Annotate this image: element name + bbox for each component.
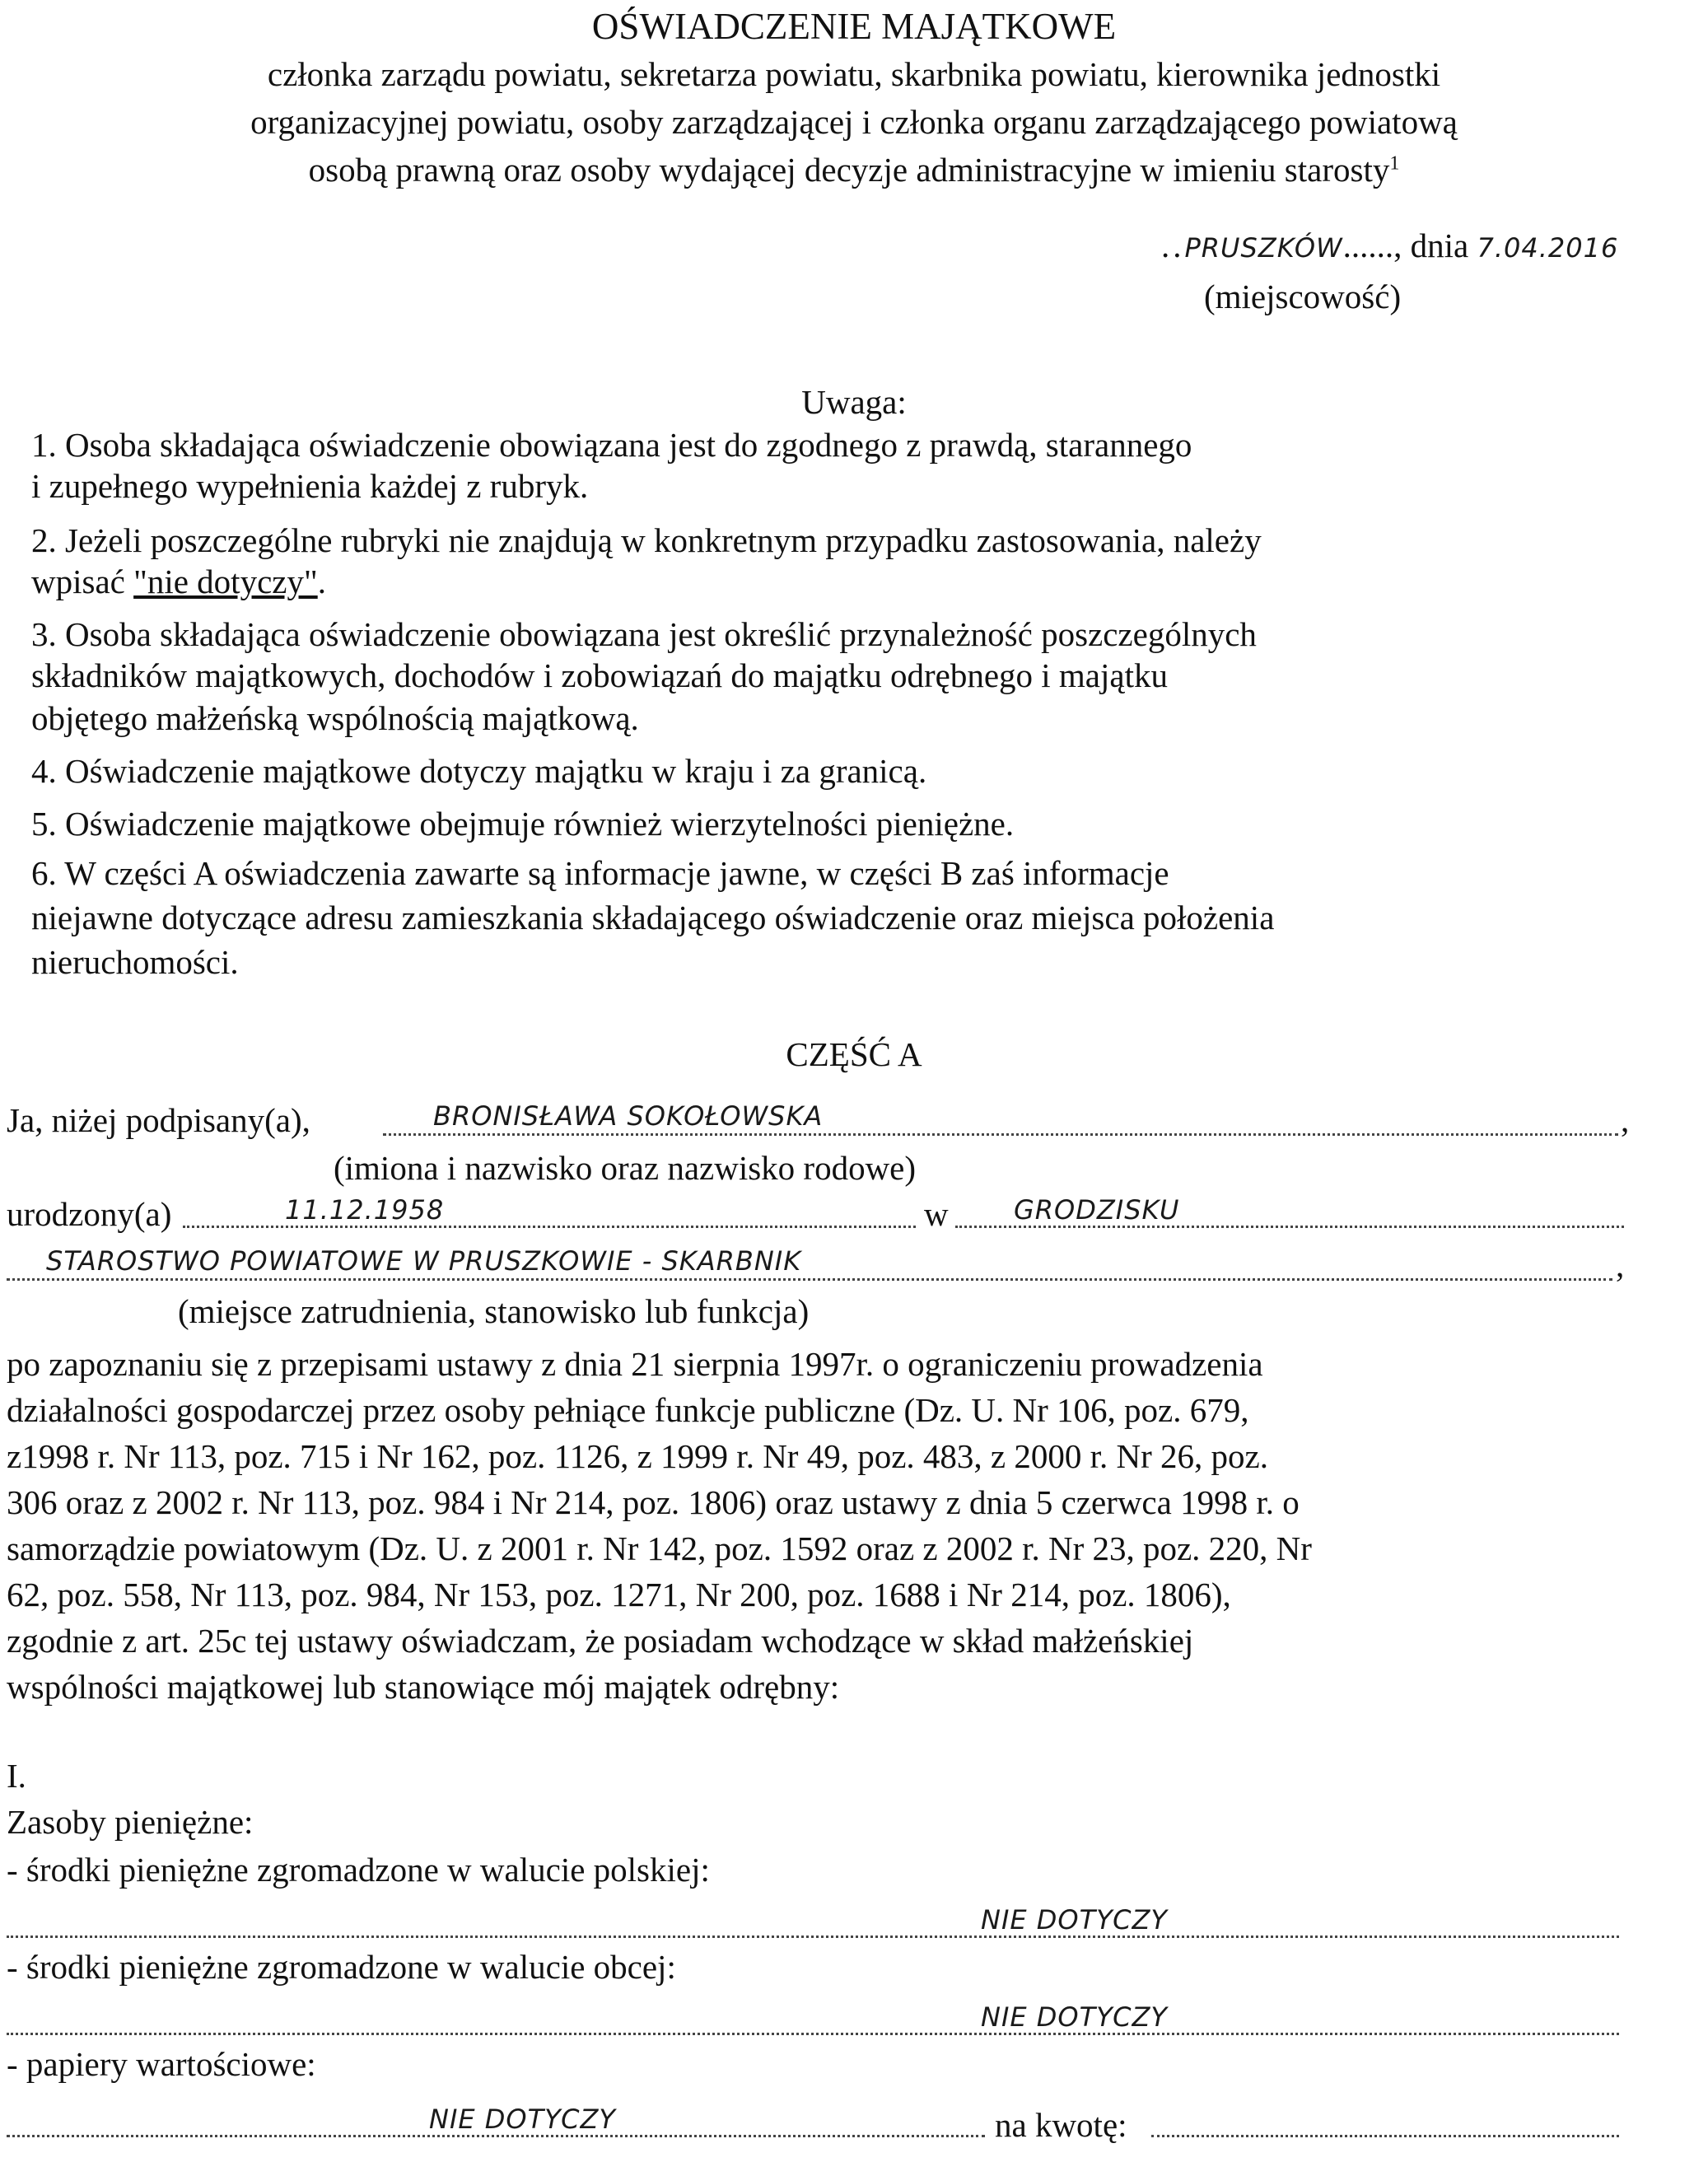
securities-value-handwritten: NIE DOTYCZY bbox=[424, 2104, 621, 2135]
subtitle-line-3: osobą prawną oraz osoby wydającej decyzje administracyjne w imieniu starosty bbox=[308, 151, 1390, 189]
note-line-1: 1. Osoba składająca oświadczenie obowiązana jest do zgodnego z prawdą, starannego bbox=[31, 426, 1192, 464]
legal-line-4: 306 oraz z 2002 r. Nr 113, poz. 984 i Nr 214, poz. 1806) oraz ustawy z dnia 5 czerwca 1998 r. o bbox=[7, 1483, 1300, 1521]
note-line-12: nieruchomości. bbox=[31, 943, 239, 981]
legal-line-2: działalności gospodarczej przez osoby pełniące funkcje publiczne (Dz. U. Nr 106, poz. 679, bbox=[7, 1391, 1249, 1429]
signer-name-handwritten: BRONISŁAWA SOKOŁOWSKA bbox=[428, 1100, 828, 1132]
legal-line-3: z1998 r. Nr 113, poz. 715 i Nr 162, poz. 1126, z 1999 r. Nr 49, poz. 483, z 2000 r. Nr 26, poz. bbox=[7, 1437, 1268, 1475]
legal-line-1: po zapoznaniu się z przepisami ustawy z dnia 21 sierpnia 1997r. o ograniczeniu prowadzenia bbox=[7, 1345, 1263, 1383]
born-in-label: w bbox=[921, 1198, 952, 1231]
note-line-7: objętego małżeńską wspólnością majątkową. bbox=[31, 699, 639, 737]
legal-line-7: zgodnie z art. 25c tej ustawy oświadczam, że posiadam wchodzące w skład małżeńskiej bbox=[7, 1622, 1194, 1660]
section-number: I. bbox=[7, 1757, 26, 1795]
nie-dotyczy-underlined: "nie dotyczy" bbox=[133, 563, 318, 600]
foreign-funds-value-handwritten: NIE DOTYCZY bbox=[976, 2001, 1173, 2033]
place-caption: (miejscowość) bbox=[1204, 278, 1402, 315]
note-line-5: 3. Osoba składająca oświadczenie obowiązana jest określić przynależność poszczególnych bbox=[31, 615, 1257, 653]
document-title: OŚWIADCZENIE MAJĄTKOWE bbox=[591, 6, 1117, 47]
subtitle-line-1: członka zarządu powiatu, sekretarza powiatu, skarbnika powiatu, kierownika jednostki bbox=[267, 55, 1441, 93]
note-line-8: 4. Oświadczenie majątkowe dotyczy majątku w kraju i za granicą. bbox=[31, 752, 927, 790]
names-caption: (imiona i nazwisko oraz nazwisko rodowe) bbox=[334, 1149, 917, 1187]
foreign-funds-label: - środki pieniężne zgromadzone w walucie obcej: bbox=[7, 1948, 676, 1986]
pln-funds-label: - środki pieniężne zgromadzone w walucie polskiej: bbox=[7, 1851, 710, 1889]
securities-label: - papiery wartościowe: bbox=[7, 2045, 316, 2083]
asset-declaration-page: OŚWIADCZENIE MAJĄTKOWE członka zarządu powiatu, sekretarza powiatu, skarbnika powiatu, kierownika jednostki organizacyjnej powiatu, osoby zarządzającej i członka organu zarządzającego powiatową osobą prawną oraz osoby wydającej decyzje administracyjne w imieniu starosty$^1$ ..PRUSZKÓW......, dnia 7.04.2016 (miejscowość) Uwaga: 1. Osoba składająca oświadczenie obowiązana jest do zgodnego z prawdą, starannego i zupełnego wypełnienia każdej z rubryk. 2. Jeżeli poszczególne rubryki nie znajdują w konkretnym przypadku zastosowania, należy wpisać "nie dotyczy". 3. Osoba składająca oświadczenie obowiązana jest określić przynależność poszczególnych składników majątkowych, dochodów i zobowiązań do majątku odrębnego i majątku objętego małżeńską wspólnością majątkową. 4. Oświadczenie majątkowe dotyczy majątku w kraju i za granicą. 5. Oświadczenie majątkowe obejmuje również wierzytelności pieniężne. 6. W części A oświadczenia zawarte są informacje jawne, w części B zaś informacje niejawne dotyczące adresu zamieszkania składającego oświadczenie oraz miejsca położenia nieruchomości. CZĘŚĆ A Ja, niżej podpisany(a), BRONISŁAWA SOKOŁOWSKA , (imiona i nazwisko oraz nazwisko rodowe) urodzony(a) 11.12.1958 w GRODZISKU STAROSTWO POWIATOWE W PRUSZKOWIE - SKARBNIK , (miejsce zatrudnienia, stanowisko lub funkcja) po zapoznaniu się z przepisami ustawy z dnia 21 sierpnia 1997r. o ograniczeniu prowadzenia działalności gospodarczej przez osoby pełniące funkcje publiczne (Dz. U. Nr 106, poz. 679, z1998 r. Nr 113, poz. 715 i Nr 162, poz. 1126, z 1999 r. Nr 49, poz. 483, z 2000 r. Nr 26, poz. 306 oraz z 2002 r. Nr 113, poz. 984 i Nr 214, poz. 1806) oraz ustawy z dnia 5 czerwca 1998 r. o samorządzie powiatowym (Dz. U. z 2001 r. Nr 142, poz. 1592 oraz z 2002 r. Nr 23, poz. 220, Nr 62, poz. 558, Nr 113, poz. 984, Nr 153, poz. 1271, Nr 200, poz. 1688 i Nr 214, poz. 1806), zgodnie z art. 25c tej ustawy oświadczam, że posiadam wchodzące w skład małżeńskiej wspólności majątkowej lub stanowiące mój majątek odrębny: I. Zasoby pieniężne: - środki pieniężne zgromadzone w walucie polskiej: NIE DOTYCZY - środki pieniężne zgromadzone w walucie obcej: NIE DOTYCZY - papiery wartościowe: NIE DOTYCZY na kwotę: bbox=[0, 0, 1708, 2162]
subtitle-line-2: organizacyjnej powiatu, osoby zarządzającej i członka organu zarządzającego powiatową bbox=[250, 103, 1458, 141]
born-label: urodzony(a) bbox=[7, 1195, 172, 1233]
note-line-4: wpisać "nie dotyczy". bbox=[31, 563, 326, 600]
footnote-marker: 1 bbox=[1389, 152, 1400, 175]
birth-date-handwritten: 11.12.1958 bbox=[280, 1194, 449, 1226]
dnia-label: , dnia bbox=[1393, 226, 1469, 264]
note-line-6: składników majątkowych, dochodów i zobowiązań do majątku odrębnego i majątku bbox=[31, 656, 1168, 694]
notes-heading: Uwaga: bbox=[801, 383, 907, 421]
legal-line-6: 62, poz. 558, Nr 113, poz. 984, Nr 153, poz. 1271, Nr 200, poz. 1688 i Nr 214, poz. 1806), bbox=[7, 1576, 1231, 1613]
legal-line-8: wspólności majątkowej lub stanowiące mój majątek odrębny: bbox=[7, 1668, 840, 1706]
date-handwritten: 7.04.2016 bbox=[1477, 232, 1619, 264]
signed-label: Ja, niżej podpisany(a), bbox=[7, 1101, 310, 1139]
part-a-heading: CZĘŚĆ A bbox=[786, 1035, 922, 1073]
note-line-11: niejawne dotyczące adresu zamieszkania składającego oświadczenie oraz miejsca położenia bbox=[31, 899, 1275, 936]
note-line-9: 5. Oświadczenie majątkowe obejmuje również wierzytelności pieniężne. bbox=[31, 805, 1015, 843]
legal-line-5: samorządzie powiatowym (Dz. U. z 2001 r. Nr 142, poz. 1592 oraz z 2002 r. Nr 23, poz. 220, Nr bbox=[7, 1529, 1312, 1567]
section-heading: Zasoby pieniężne: bbox=[7, 1803, 254, 1841]
note-line-3: 2. Jeżeli poszczególne rubryki nie znajdują w konkretnym przypadku zastosowania, należy bbox=[31, 521, 1262, 559]
place-handwritten: PRUSZKÓW bbox=[1184, 232, 1343, 264]
note-line-2: i zupełnego wypełnienia każdej z rubryk. bbox=[31, 467, 589, 505]
place-date-line: ..PRUSZKÓW......, dnia 7.04.2016 bbox=[1161, 226, 1619, 264]
amount-label: na kwotę: bbox=[995, 2106, 1127, 2144]
pln-funds-value-handwritten: NIE DOTYCZY bbox=[976, 1904, 1173, 1936]
employment-caption: (miejsce zatrudnienia, stanowisko lub funkcja) bbox=[178, 1292, 810, 1330]
birth-place-handwritten: GRODZISKU bbox=[1009, 1194, 1184, 1226]
note-line-10: 6. W części A oświadczenia zawarte są informacje jawne, w części B zaś informacje bbox=[31, 854, 1169, 892]
subtitle-line-3-wrap bbox=[0, 153, 1708, 187]
employment-handwritten: STAROSTWO POWIATOWE W PRUSZKOWIE - SKARBNIK bbox=[41, 1245, 806, 1277]
